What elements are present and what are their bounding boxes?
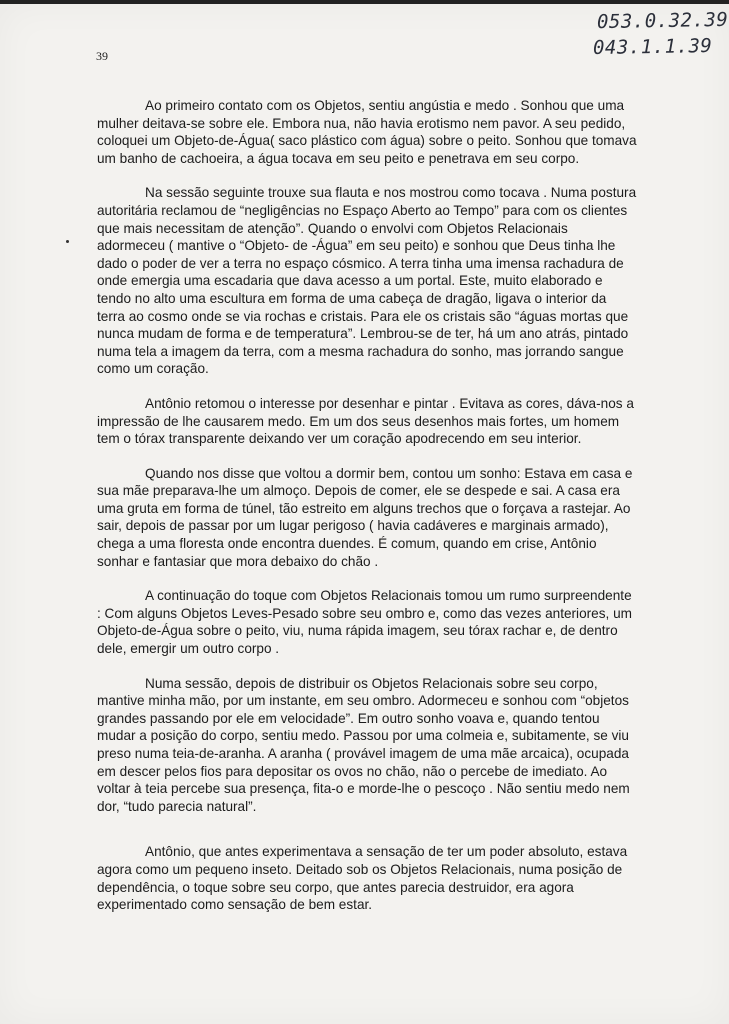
paragraph-6: Numa sessão, depois de distribuir os Objetos Relacionais sobre seu corpo, mantive minha mão, por um instante, em seu ombro. Adormeceu e sonhou com “objetos grandes passando por ele em velocidade”. Em outro sonho voava e, quando tentou mudar a posição do corpo, sentiu medo. Passou por uma colmeia e, subitamente, se viu preso numa teia-de-aranha. A aranha ( provável imagem de uma mãe arcaica), ocupada em descer pelos fios para depositar os ovos no chão, não o percebe de imediato. Ao voltar à teia percebe sua presença, fita-o e morde-lhe o pescoço . Não sentiu medo nem dor, “tudo parecia natural”.: [97, 675, 630, 814]
paragraph-1: Ao primeiro contato com os Objetos, sentiu angústia e medo . Sonhou que uma mulher deitava-se sobre ele. Embora nua, não havia erotismo nem pavor. A seu pedido, coloquei um Objeto-de-Água( saco plástico com água) sobre o peito. Sonhou que tomava um banho de cachoeira, a água tocava em seu peito e penetrava em seu corpo.: [97, 98, 637, 166]
margin-mark: [66, 240, 69, 243]
paragraph-4: Quando nos disse que voltou a dormir bem, contou um sonho: Estava em casa e sua mãe preparava-lhe um almoço. Depois de comer, ele se despede e sai. A casa era uma gruta em forma de túnel, tão estreito em alguns trechos que o forçava a rastejar. Ao sair, depois de passar por um lugar perigoso ( havia cadáveres e marginais armado), chega a uma floresta onde encontra duendes. É comum, quando em crise, Antônio sonhar e fantasiar que mora debaixo do chão .: [97, 465, 633, 569]
body-text: [97, 97, 637, 931]
paragraph-7: Antônio, que antes experimentava a sensação de ter um poder absoluto, estava agora como um pequeno inseto. Deitado sob os Objetos Relacionais, numa posição de dependência, o toque sobre seu corpo, que antes parecia destruidor, era agora experimentado como sensação de bem estar.: [97, 844, 628, 913]
handwritten-code-2: 043.1.1.39: [592, 34, 713, 60]
page-number: 39: [96, 49, 108, 63]
paragraph-3: Antônio retomou o interesse por desenhar e pintar . Evitava as cores, dáva-nos a impressão de lhe causarem medo. Em um dos seus desenhos mais fortes, um homem tem o tórax transparente deixando ver um coração apodrecendo em seu interior.: [97, 395, 634, 447]
paragraph-2: Na sessão seguinte trouxe sua flauta e nos mostrou como tocava . Numa postura autoritária reclamou de “negligências no Espaço Aberto ao Tempo” para com os clientes que mais necessitam de atenção”. Quando o envolvi com Objetos Relacionais adormeceu ( mantive o “Objeto- de -Água” em seu peito) e sonhou que Deus tinha lhe dado o poder de ver a terra no espaço cósmico. A terra tinha uma imensa rachadura de onde emergia uma escadaria que dava acesso a um portal. Este, muito elaborado e tendo no alto uma escultura em forma de uma cabeça de dragão, ligava o interior da terra ao cosmo onde se via rochas e cristais. Para ele os cristais são “águas mortas que nunca mudam de forma e de temperatura”. Lembrou-se de ter, há um ano atrás, pintado numa tela a imagem da terra, com a mesma rachadura do sonho, mas jorrando sangue como um coração.: [97, 185, 637, 377]
document-page: [0, 4, 729, 1024]
handwritten-code-1: 053.0.32.39: [596, 8, 729, 34]
paragraph-5: A continuação do toque com Objetos Relacionais tomou um rumo surpreendente : Com alguns Objetos Leves-Pesado sobre seu ombro e, como das vezes anteriores, um Objeto-de-Água sobre o peito, viu, numa rápida imagem, seu tórax rachar e, de dentro dele, emergir um outro corpo .: [97, 588, 632, 657]
